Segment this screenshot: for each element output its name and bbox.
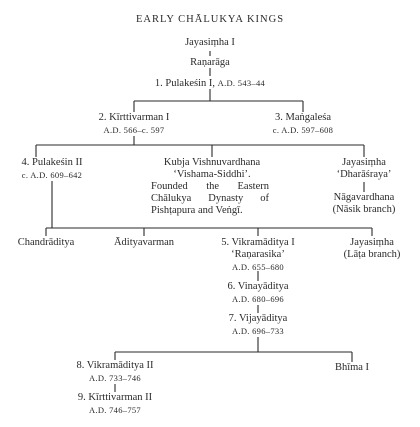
node-dates: A.D. 680–696	[231, 294, 284, 304]
node-name: Kubja Vishnuvardhana	[163, 157, 261, 168]
node-adityavarman	[100, 237, 188, 249]
node-branch: (Nāsik branch)	[332, 204, 396, 215]
diagram-title: EARLY CHĀLUKYA KINGS	[135, 14, 285, 25]
node-name: 5. Vikramāditya I	[221, 237, 295, 248]
node-son-name: Nāgavardhana	[333, 192, 395, 203]
node-name: 9. Kīrttivarman II	[77, 392, 153, 403]
node-branch: (Lāṭa branch)	[343, 249, 401, 260]
node-note: Founded the Eastern Chālukya Dynasty of Pishṭapura and Veṅgī.	[151, 181, 269, 216]
node-vinayaditya	[208, 281, 308, 305]
node-name: 4. Pulakeśin II	[21, 157, 83, 168]
node-epithet: ‘Dharāśraya’	[336, 169, 392, 180]
node-kubja-vishnuvardhana	[151, 157, 273, 217]
node-mangalesa	[248, 112, 358, 136]
node-name: 7. Vijayāditya	[228, 313, 288, 324]
node-name: 3. Maṅgaleśa	[275, 112, 331, 123]
node-vijayaditya	[208, 313, 308, 337]
node-kirttivarman-i	[79, 112, 189, 136]
node-name: 1. Pulakeśin I,	[154, 78, 215, 89]
node-kirttivarman-ii	[55, 392, 175, 416]
node-dates: c. A.D. 609–642	[21, 170, 83, 180]
node-name: Jayasiṃha	[350, 237, 394, 248]
node-epithet: ‘Raṇarasika’	[231, 249, 285, 260]
node-jayasimha-lata	[326, 237, 418, 261]
node-name: 2. Kīrttivarman I	[98, 112, 170, 123]
node-dates: A.D. 543–44	[217, 78, 266, 88]
node-name: Jayasiṃha	[342, 157, 386, 168]
node-ranaraga	[170, 57, 250, 69]
node-vikramaditya-i	[198, 237, 318, 273]
node-name: Chandrāditya	[17, 237, 75, 248]
node-dates: A.D. 696–733	[231, 326, 284, 336]
node-dates: A.D. 733–746	[88, 373, 141, 383]
node-name: Raṇarāga	[190, 57, 230, 68]
node-name: Jayasiṃha I	[185, 37, 235, 48]
node-epithet: ‘Vishama-Siddhi’.	[173, 169, 251, 180]
node-jayasimha-dharasraya	[310, 157, 418, 216]
node-name: 8. Vikramāditya II	[76, 360, 154, 371]
node-jayasimha-i	[160, 37, 260, 49]
node-dates: A.D. 655–680	[231, 262, 284, 272]
node-name: Ādityavarman	[113, 237, 175, 248]
node-dates: A.D. 746–757	[88, 405, 141, 415]
node-name: 6. Vinayāditya	[227, 281, 289, 292]
node-bhima-i	[312, 362, 392, 374]
node-dates: c. A.D. 597–608	[272, 125, 334, 135]
node-dates: A.D. 566–c. 597	[103, 125, 165, 135]
node-name: Bhīma I	[334, 362, 370, 373]
node-chandraditya	[2, 237, 90, 249]
node-pulakesin-i	[120, 77, 300, 90]
node-pulakesin-ii	[4, 157, 100, 181]
node-vikramaditya-ii	[55, 360, 175, 384]
